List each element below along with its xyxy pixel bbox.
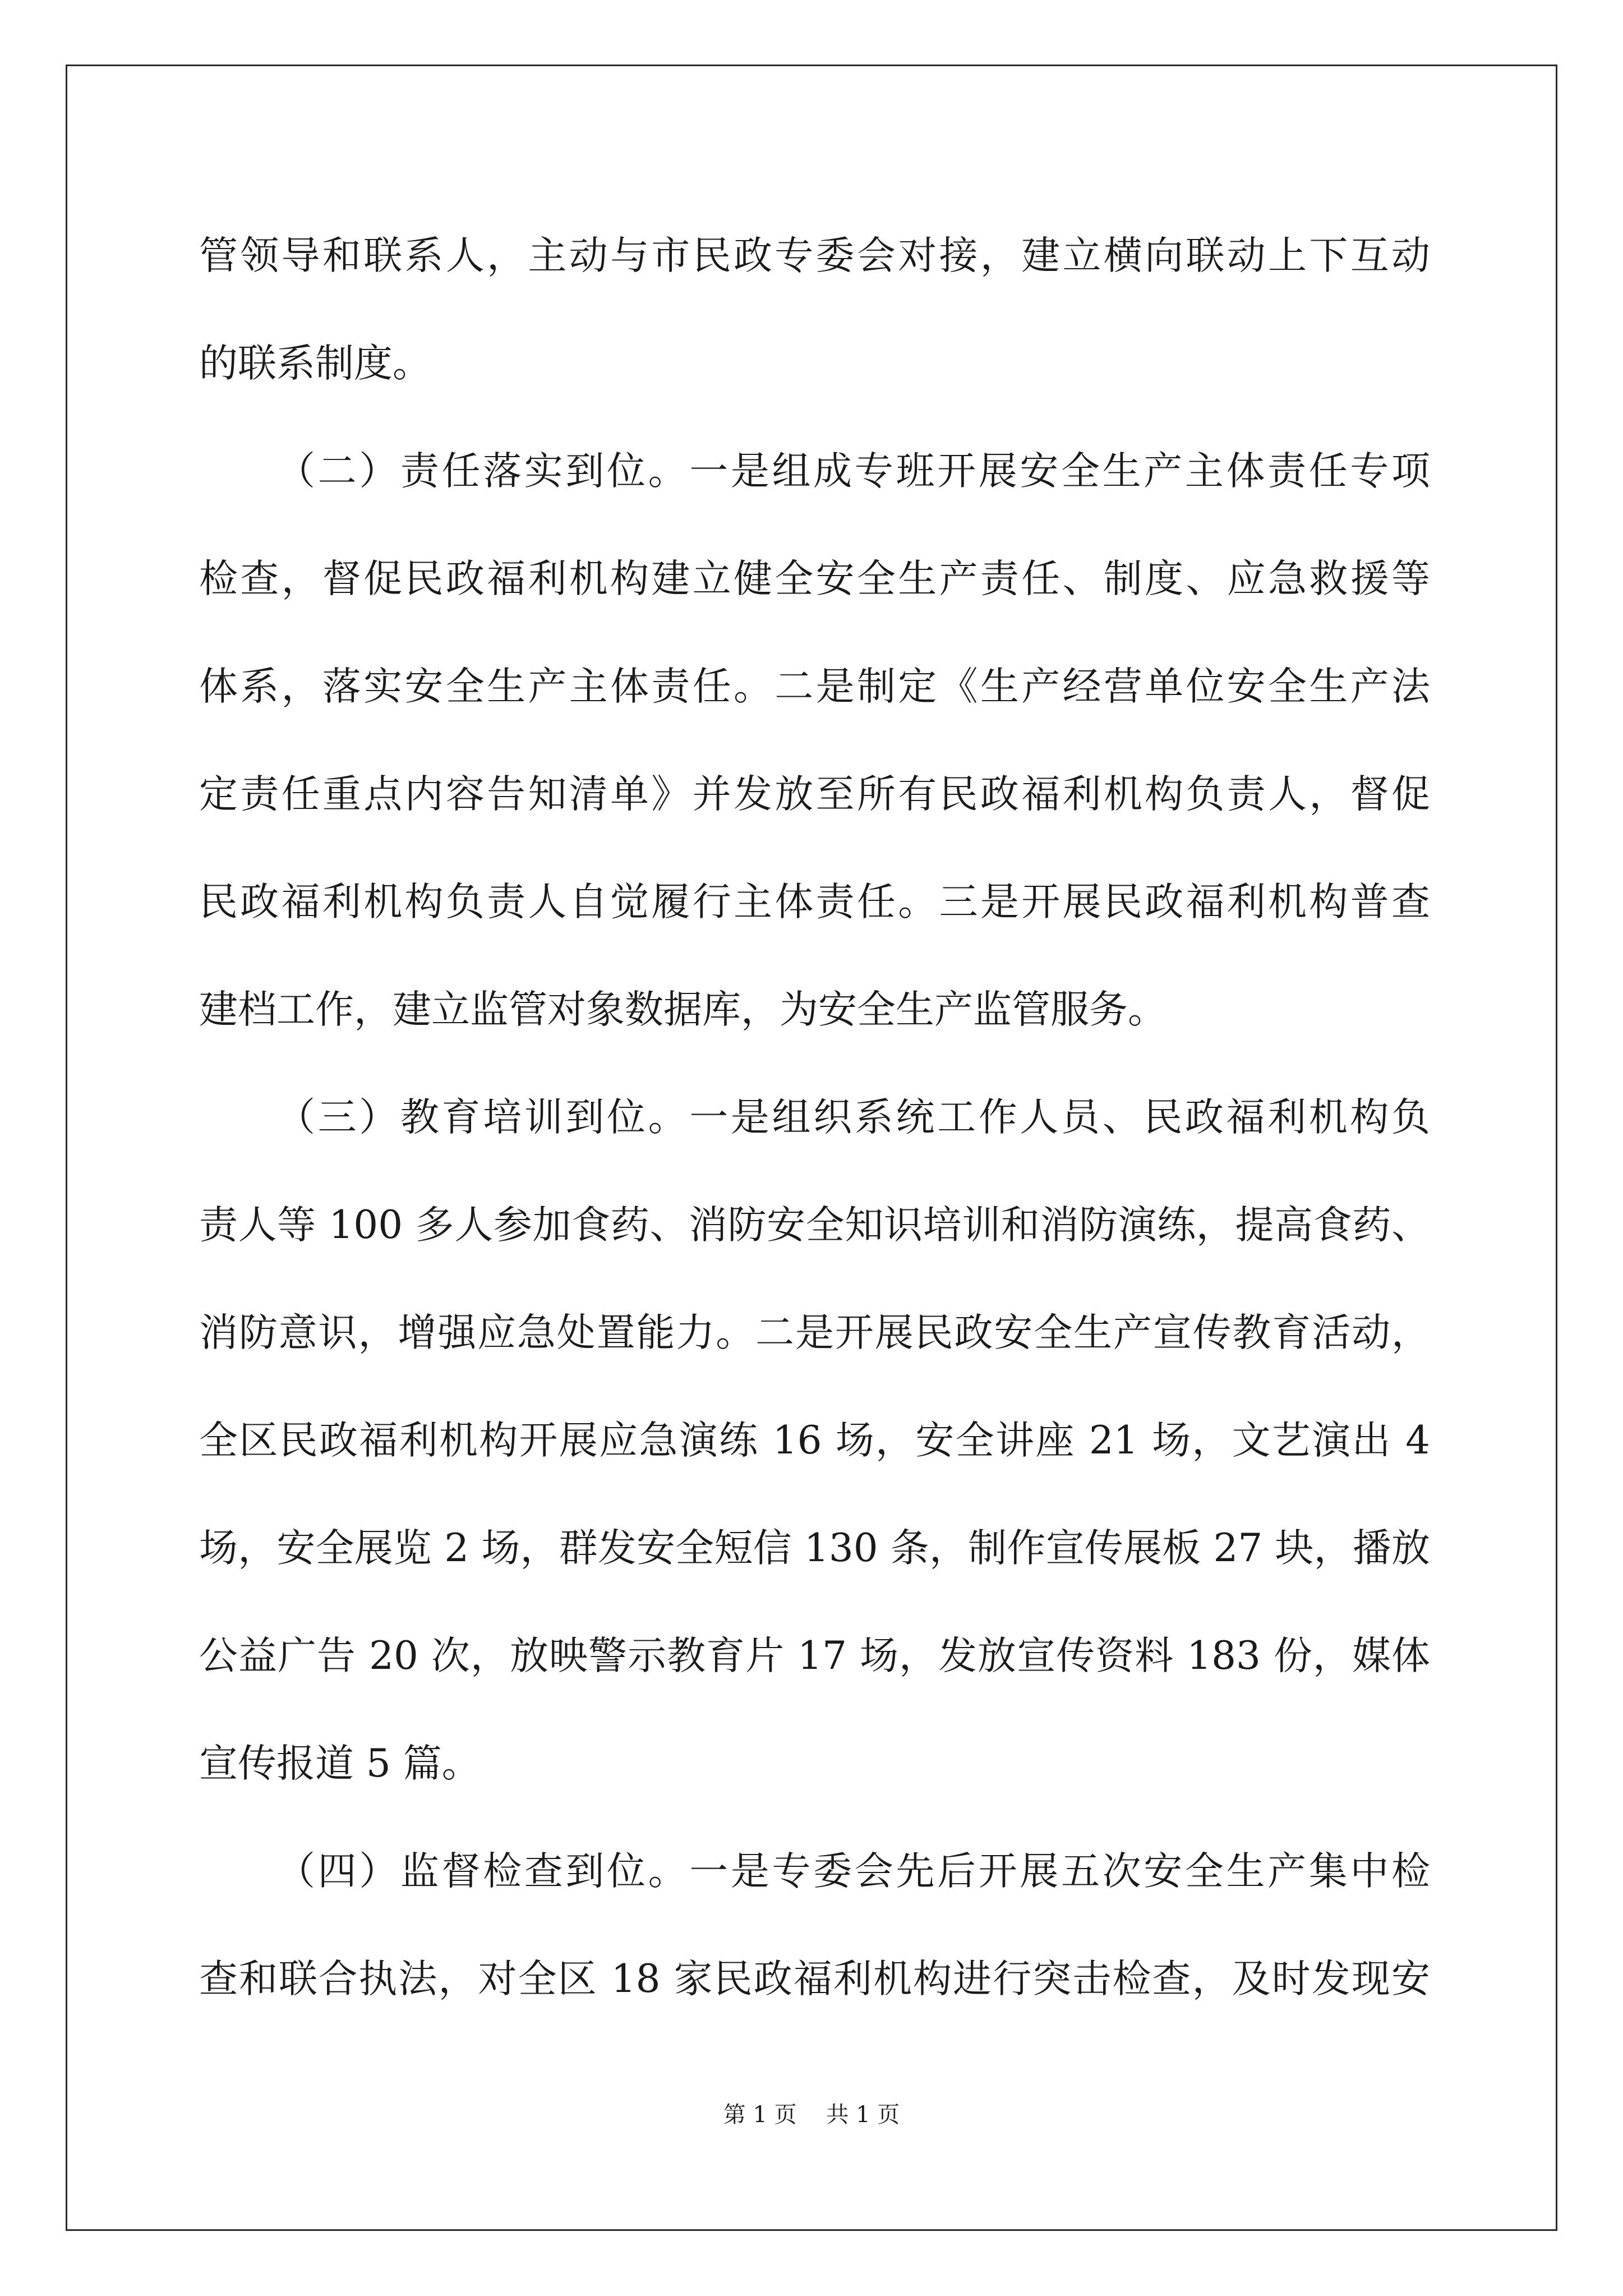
text-line: 责人等 100 多人参加食药、消防安全知识培训和消防演练，提高食药、: [199, 1203, 1430, 1248]
text-line: （三）教育培训到位。一是组织系统工作人员、民政福利机构负: [276, 1095, 1430, 1140]
document-body: [199, 202, 1430, 2033]
text-line: （四）监督检查到位。一是专委会先后开展五次安全生产集中检: [276, 1849, 1430, 1894]
text-line: 民政福利机构负责人自觉履行主体责任。三是开展民政福利机构普查: [199, 880, 1430, 924]
text-line: 建档工作，建立监管对象数据库，为安全生产监管服务。: [199, 987, 1166, 1032]
page-footer: [0, 2098, 1623, 2132]
text-line: 场，安全展览 2 场，群发安全短信 130 条，制作宣传展板 27 块，播放: [199, 1526, 1430, 1571]
text-line: 的联系制度。: [199, 341, 431, 386]
text-line: 查和联合执法，对全区 18 家民政福利机构进行突击检查，及时发现安: [199, 1957, 1430, 2001]
page-total: 共 1 页: [826, 2102, 900, 2128]
text-line: 定责任重点内容告知清单》并发放至所有民政福利机构负责人，督促: [199, 772, 1430, 817]
text-line: 公益广告 20 次，放映警示教育片 17 场，发放宣传资料 183 份，媒体: [199, 1634, 1430, 1678]
page-number: 第 1 页: [723, 2102, 797, 2128]
text-line: 宣传报道 5 篇。: [199, 1741, 481, 1786]
text-line: 管领导和联系人，主动与市民政专委会对接，建立横向联动上下互动: [199, 233, 1430, 278]
text-line: 检查，督促民政福利机构建立健全安全生产责任、制度、应急救援等: [199, 556, 1430, 601]
text-line: 体系，落实安全生产主体责任。二是制定《生产经营单位安全生产法: [199, 664, 1430, 709]
text-line: 全区民政福利机构开展应急演练 16 场，安全讲座 21 场，文艺演出 4: [199, 1418, 1430, 1463]
text-line: （二）责任落实到位。一是组成专班开展安全生产主体责任专项: [276, 449, 1430, 494]
text-line: 消防意识，增强应急处置能力。二是开展民政安全生产宣传教育活动，: [199, 1310, 1430, 1355]
